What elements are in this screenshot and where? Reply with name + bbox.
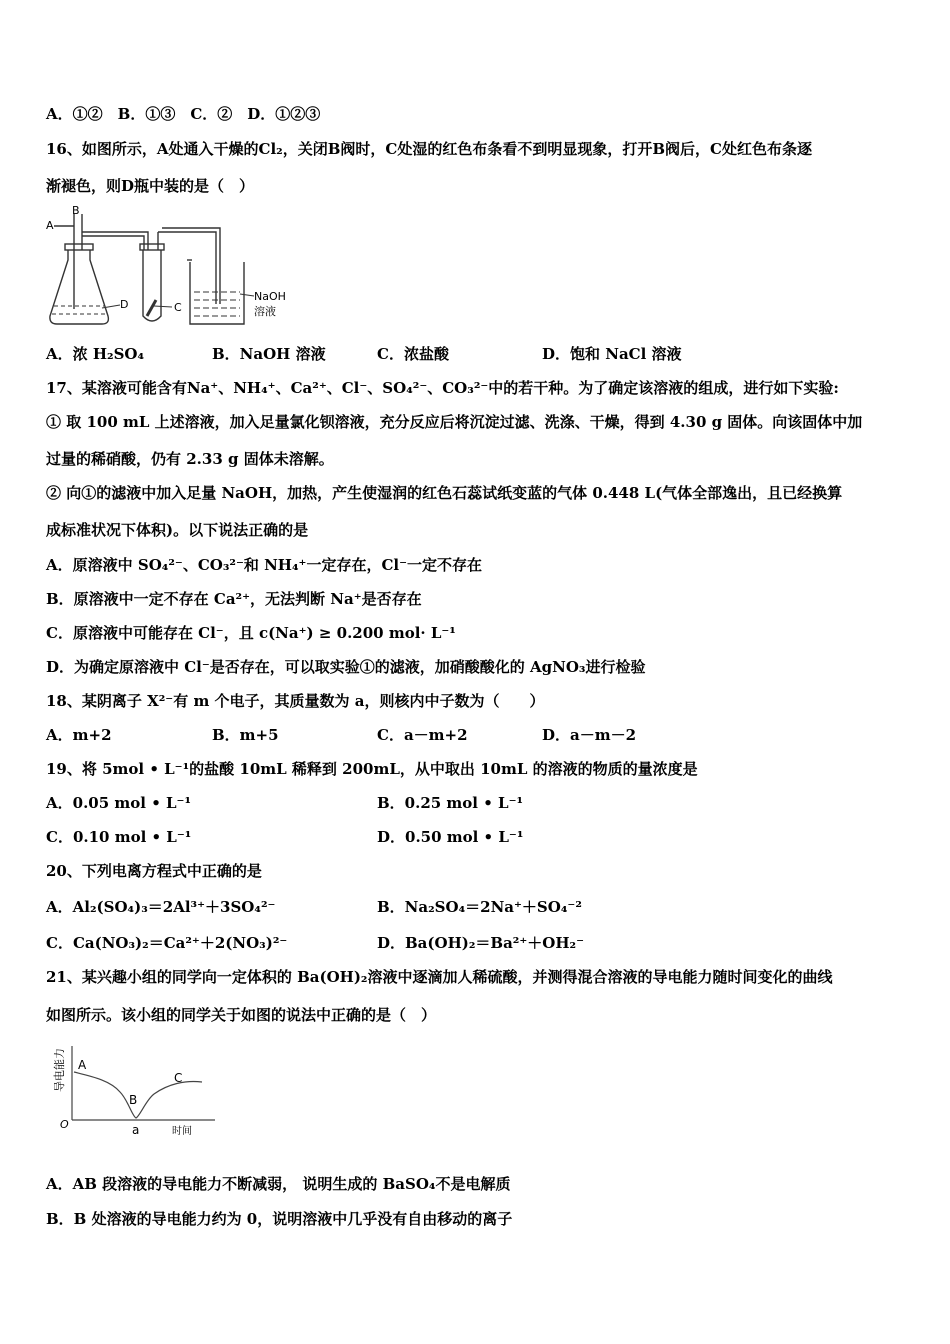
point-a-label: A	[78, 1058, 87, 1072]
q16-option-b: B．NaOH 溶液	[212, 345, 326, 363]
q20-option-c: C．Ca(NO₃)₂＝Ca²⁺＋2(NO₃)²⁻	[46, 934, 288, 952]
q20-option-a: A．Al₂(SO₄)₃＝2Al³⁺＋3SO₄²⁻	[46, 898, 276, 916]
q21-stem-line1: 21、某兴趣小组的同学向一定体积的 Ba(OH)₂溶液中逐滴加人稀硫酸，并测得混合溶液的导电能力随时间变化的曲线	[46, 968, 833, 986]
y-axis-label: 导电能力	[53, 1048, 66, 1092]
q18-option-a: A．m+2	[46, 726, 112, 744]
q21-stem-line2: 如图所示。该小组的同学关于如图的说法中正确的是（ ）	[46, 1006, 437, 1024]
q17-stem-line3: 过量的稀硝酸，仍有 2.33 g 固体未溶解。	[46, 450, 334, 468]
q16-option-c: C．浓盐酸	[377, 345, 449, 363]
q18-stem: 18、某阴离子 X²⁻有 m 个电子，其质量数为 a，则核内中子数为（ ）	[46, 692, 545, 710]
q21-conductivity-graph	[50, 1040, 225, 1140]
q19-option-d: D．0.50 mol • L⁻¹	[377, 828, 524, 846]
q17-stem-line4: ② 向①的滤液中加入足量 NaOH，加热，产生使湿润的红色石蕊试纸变蓝的气体 0.448 L(气体全部逸出，且已经换算	[46, 484, 843, 502]
point-c-label: C	[174, 1071, 183, 1085]
q18-option-b: B．m+5	[212, 726, 279, 744]
q17-option-b: B．原溶液中一定不存在 Ca²⁺，无法判断 Na⁺是否存在	[46, 590, 422, 608]
q19-option-a: A．0.05 mol • L⁻¹	[46, 794, 192, 812]
q20-option-d: D．Ba(OH)₂＝Ba²⁺＋OH₂⁻	[377, 934, 585, 952]
q17-option-c: C．原溶液中可能存在 Cl⁻，且 c(Na⁺) ≥ 0.200 mol· L⁻¹	[46, 624, 456, 642]
label-solution: 溶液	[254, 305, 276, 318]
q19-option-b: B．0.25 mol • L⁻¹	[377, 794, 524, 812]
label-a: A	[46, 219, 54, 232]
q16-stem-line1: 16、如图所示，A处通入干燥的Cl₂，关闭B阀时，C处湿的红色布条看不到明显现象，打开B阀后，C处红色布条逐	[46, 140, 812, 158]
q17-stem-line1: 17、某溶液可能含有Na⁺、NH₄⁺、Ca²⁺、Cl⁻、SO₄²⁻、CO₃²⁻中的若干种。为了确定该溶液的组成，进行如下实验:	[46, 379, 839, 397]
q17-stem-line5: 成标准状况下体积)。以下说法正确的是	[46, 521, 309, 539]
q18-option-c: C．a－m+2	[377, 726, 468, 744]
q19-option-c: C．0.10 mol • L⁻¹	[46, 828, 192, 846]
q18-option-d: D．a－m－2	[542, 726, 637, 744]
x-axis-label: 时间	[172, 1126, 192, 1137]
point-b-label: B	[129, 1093, 138, 1107]
q16-option-a: A．浓 H₂SO₄	[46, 345, 145, 363]
label-c: C	[174, 301, 182, 314]
q17-option-a: A．原溶液中 SO₄²⁻、CO₃²⁻和 NH₄⁺一定存在，Cl⁻一定不存在	[46, 556, 483, 574]
label-naoh: NaOH	[254, 290, 286, 303]
q21-option-b: B．B 处溶液的导电能力约为 0，说明溶液中几乎没有自由移动的离子	[46, 1210, 513, 1228]
q16-apparatus-figure	[44, 204, 294, 330]
label-b: B	[72, 204, 80, 217]
tick-a-label: a	[132, 1123, 140, 1137]
origin-label: O	[60, 1118, 69, 1131]
q17-option-d: D．为确定原溶液中 Cl⁻是否存在，可以取实验①的滤液，加硝酸酸化的 AgNO₃进行检验	[46, 658, 646, 676]
q20-option-b: B．Na₂SO₄＝2Na⁺＋SO₄⁻²	[377, 898, 582, 916]
q16-stem-line2: 渐褪色，则D瓶中装的是（ ）	[46, 177, 255, 195]
label-d: D	[120, 298, 129, 311]
q20-stem: 20、下列电离方程式中正确的是	[46, 862, 262, 880]
q16-option-d: D．饱和 NaCl 溶液	[542, 345, 682, 363]
q15-options: A．①② B．①③ C．② D．①②③	[46, 105, 321, 123]
q21-option-a: A．AB 段溶液的导电能力不断减弱， 说明生成的 BaSO₄不是电解质	[46, 1175, 511, 1193]
q19-stem: 19、将 5mol • L⁻¹的盐酸 10mL 稀释到 200mL，从中取出 10mL 的溶液的物质的量浓度是	[46, 760, 698, 778]
q17-stem-line2: ① 取 100 mL 上述溶液，加入足量氯化钡溶液，充分反应后将沉淀过滤、洗涤、干燥，得到 4.30 g 固体。向该固体中加	[46, 413, 863, 431]
